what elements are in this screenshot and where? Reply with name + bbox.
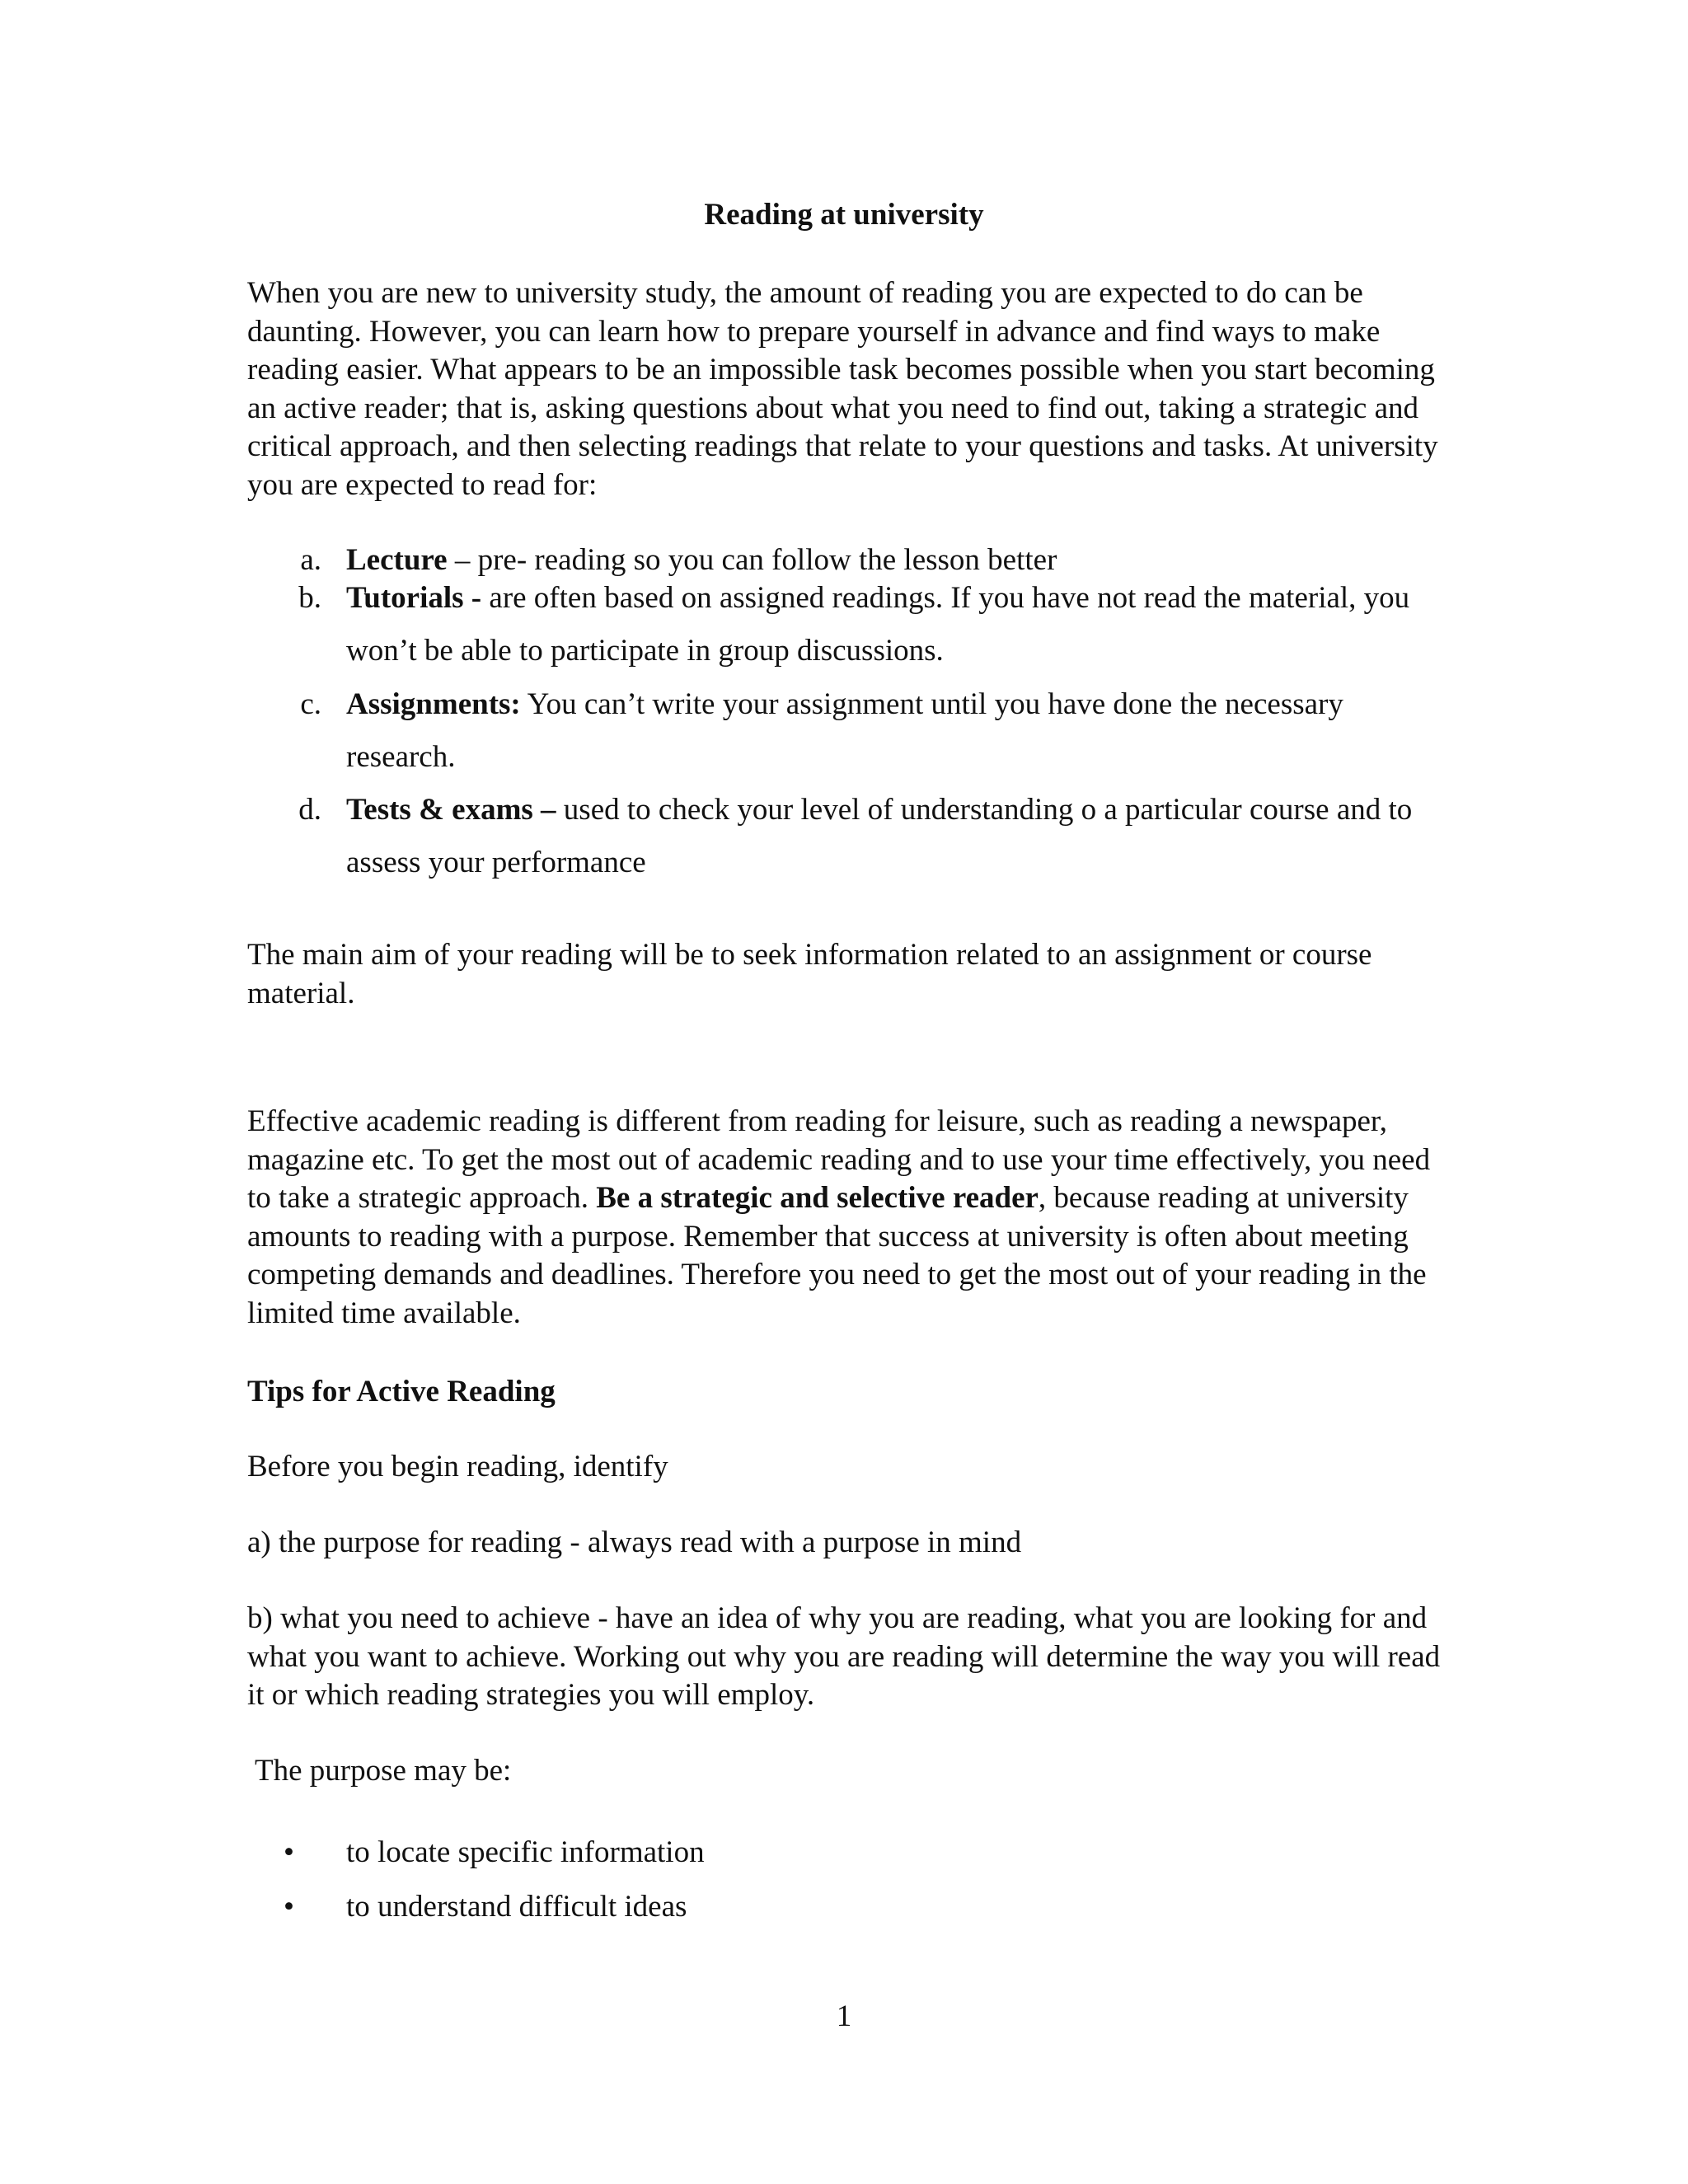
list-item-description: are often based on assigned readings. If you have not read the material, you won’t be able to participate in group discussions.: [346, 581, 1410, 668]
list-item-text: [346, 678, 1451, 784]
list-item-text: to understand difficult ideas: [346, 1890, 687, 1924]
effective-text-after: , because reading at university amounts to reading with a purpose. Remember that success at university is often about meeting competing demands and deadlines. Therefore you need to get the most out of your reading in the limited time available.: [247, 1181, 1427, 1330]
list-marker: b.: [298, 581, 321, 615]
main-aim-paragraph: The main aim of your reading will be to seek information related to an assignment or course material.: [247, 938, 1372, 1010]
list-item-description: used to check your level of understanding o a particular course and to assess your performance: [346, 793, 1413, 879]
list-item-text: [346, 784, 1451, 889]
list-item-term: Tutorials -: [346, 581, 482, 615]
list-item-description: You can’t write your assignment until you have done the necessary research.: [346, 687, 1343, 774]
effective-text-before: Effective academic reading is different from reading for leisure, such as reading a newspaper, magazine etc. To get the most out of academic reading and to use your time effectively, you need to take a strategic approach.: [247, 1104, 1431, 1215]
point-a-text: a) the purpose for reading - always read with a purpose in mind: [247, 1526, 1022, 1559]
list-item-text: to locate specific information: [346, 1835, 705, 1869]
before-begin-text: Before you begin reading, identify: [247, 1450, 668, 1483]
list-marker: c.: [300, 687, 321, 721]
effective-text-bold: Be a strategic and selective reader: [596, 1181, 1039, 1215]
list-item-term: Tests & exams –: [346, 793, 556, 827]
page-number: 1: [836, 1999, 852, 2033]
list-item-description: – pre- reading so you can follow the lesson better: [447, 543, 1057, 577]
page-title: Reading at university: [704, 198, 984, 232]
intro-paragraph: When you are new to university study, the amount of reading you are expected to do can be daunting. However, you can learn how to prepare yourself in advance and find ways to make reading easier. What appears to be an impossible task becomes possible when you start becoming an active reader; that is, asking questions about what you need to find out, taking a strategic and critical approach, and then selecting readings that relate to your questions and tasks. At university you are expected to read for:: [247, 276, 1438, 502]
list-item-text: [346, 572, 1451, 677]
list-marker: d.: [298, 793, 321, 827]
point-b-text: b) what you need to achieve - have an idea of why you are reading, what you are looking for and what you want to achieve. Working out why you are reading will determine the way you will read it or which reading strategies you will employ.: [247, 1601, 1441, 1712]
bullet-icon: •: [284, 1890, 294, 1924]
list-item-term: Assignments:: [346, 687, 521, 721]
list-marker: a.: [300, 543, 321, 577]
section-heading-tips: Tips for Active Reading: [247, 1375, 556, 1408]
purpose-intro-text: The purpose may be:: [255, 1754, 512, 1788]
list-item-term: Lecture: [346, 543, 448, 577]
effective-reading-paragraph: [247, 1103, 1451, 1333]
bullet-icon: •: [284, 1835, 294, 1869]
